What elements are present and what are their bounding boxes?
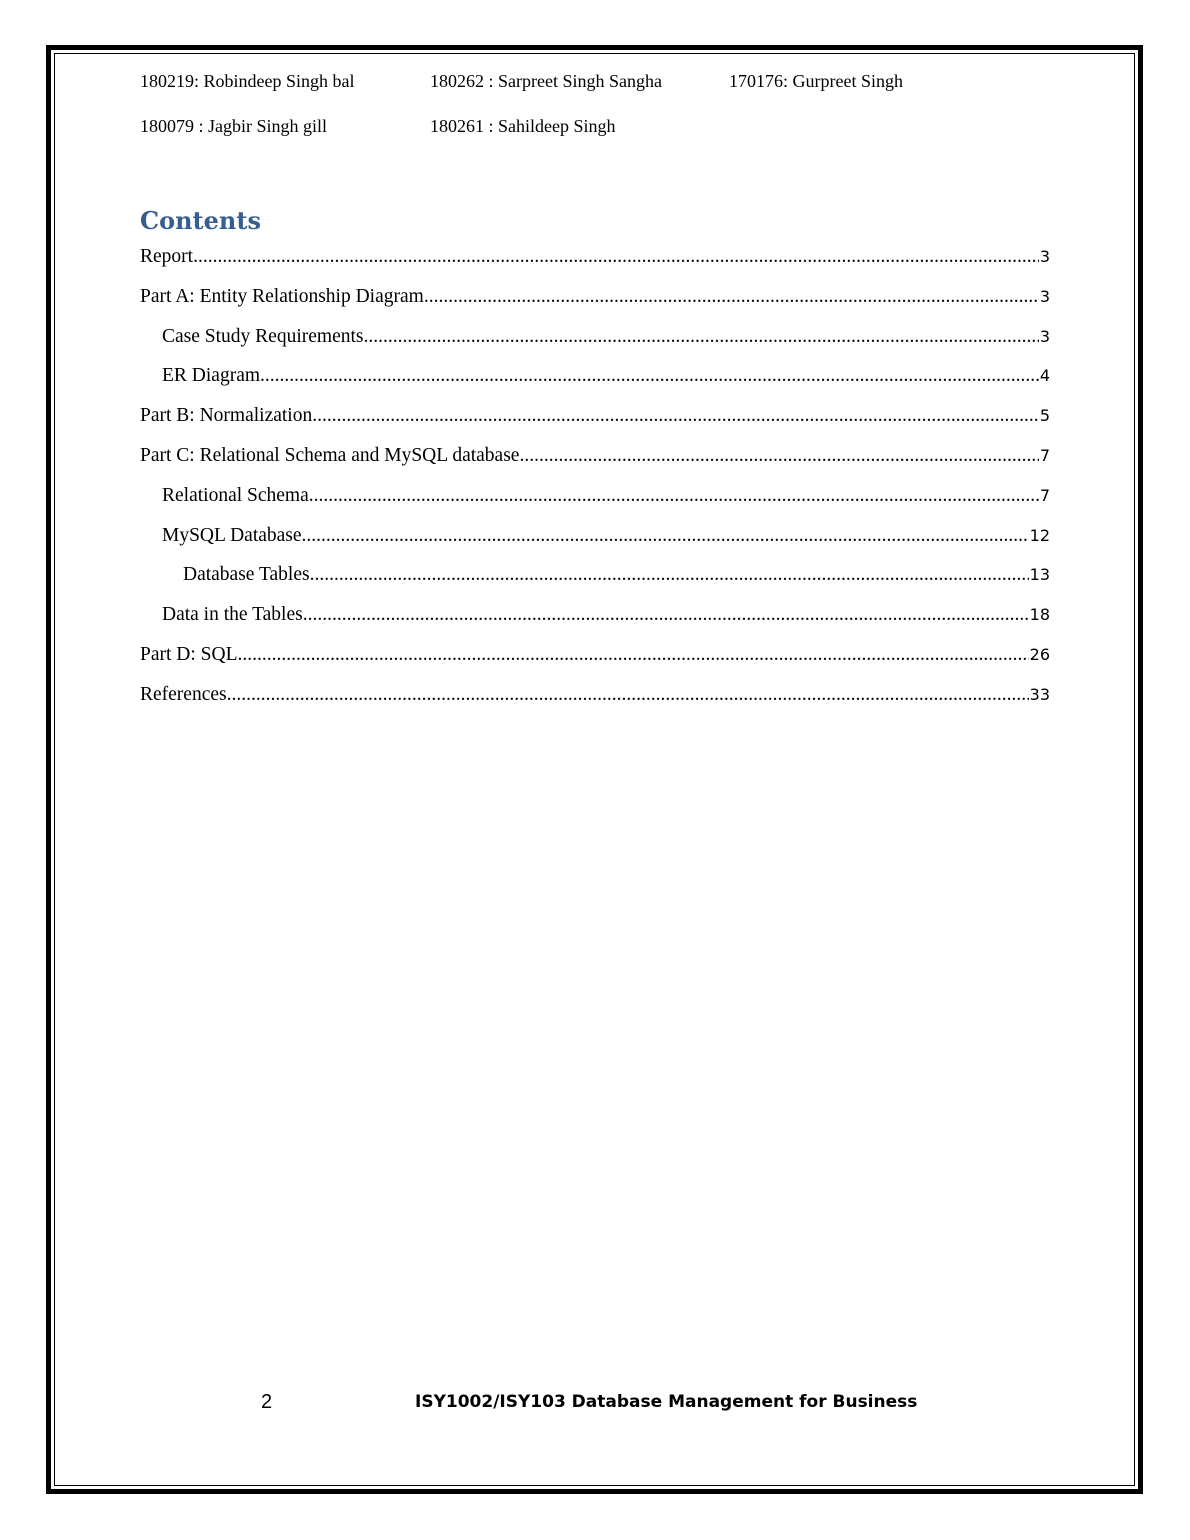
toc-entry-label: Part C: Relational Schema and MySQL database (140, 444, 520, 466)
toc-dot-leader (303, 598, 1029, 632)
toc-dot-leader (302, 519, 1029, 553)
footer-page-number: 2 (261, 1391, 273, 1413)
table-of-contents (140, 240, 1050, 718)
toc-entry-part-a[interactable] (140, 280, 1050, 320)
toc-page-number: 3 (1039, 286, 1050, 306)
toc-dot-leader (310, 558, 1029, 592)
author-4: 180079 : Jagbir Singh gill (140, 116, 328, 136)
toc-entry-references[interactable] (140, 678, 1050, 718)
toc-page-number: 3 (1039, 247, 1050, 266)
toc-entry-label: Database Tables (183, 564, 310, 586)
toc-dot-leader (363, 320, 1038, 354)
toc-entry-label: Part A: Entity Relationship Diagram (140, 285, 424, 307)
toc-dot-leader (519, 439, 1038, 473)
toc-dot-leader (260, 359, 1039, 393)
toc-page-number: 3 (1039, 326, 1050, 346)
toc-entry-relational-schema[interactable] (140, 479, 1050, 519)
toc-entry-label: Report (140, 246, 194, 267)
toc-page-number: 7 (1039, 445, 1050, 465)
toc-page-number: 13 (1029, 565, 1050, 585)
toc-entry-data-in-tables[interactable] (140, 598, 1050, 638)
toc-dot-leader (193, 240, 1039, 274)
author-1: 180219: Robindeep Singh bal (140, 71, 355, 91)
toc-entry-label: Case Study Requirements (162, 325, 364, 347)
toc-page-number: 12 (1029, 525, 1050, 545)
toc-dot-leader (424, 280, 1039, 314)
author-2: 180262 : Sarpreet Singh Sangha (430, 71, 662, 91)
toc-page-number: 26 (1029, 644, 1050, 664)
toc-entry-mysql-database[interactable] (140, 519, 1050, 559)
toc-entry-label: Part B: Normalization (140, 405, 313, 427)
toc-entry-label: Relational Schema (162, 484, 309, 506)
toc-entry-label: References (140, 683, 227, 705)
toc-entry-part-d[interactable] (140, 638, 1050, 678)
toc-page-number: 5 (1039, 406, 1050, 426)
toc-dot-leader (238, 638, 1029, 672)
toc-page-number: 18 (1029, 605, 1050, 625)
toc-entry-case-study-requirements[interactable] (140, 320, 1050, 360)
toc-entry-label: Part D: SQL (140, 643, 238, 665)
footer-course-title: ISY1002/ISY103 Database Management for Business (415, 1392, 918, 1412)
toc-page-number: 33 (1029, 684, 1050, 704)
toc-entry-label: ER Diagram (162, 365, 261, 387)
author-3: 170176: Gurpreet Singh (729, 71, 903, 91)
toc-entry-label: MySQL Database (162, 524, 302, 546)
author-5: 180261 : Sahildeep Singh (430, 116, 616, 136)
contents-heading: Contents (140, 206, 261, 235)
toc-page-number: 7 (1039, 485, 1050, 505)
toc-entry-label: Data in the Tables (162, 604, 303, 626)
toc-dot-leader (309, 479, 1039, 513)
toc-entry-part-c[interactable] (140, 439, 1050, 479)
toc-entry-report[interactable] (140, 240, 1050, 280)
toc-page-number: 4 (1039, 366, 1050, 386)
toc-dot-leader (227, 678, 1029, 712)
toc-entry-part-b[interactable] (140, 399, 1050, 439)
toc-entry-er-diagram[interactable] (140, 359, 1050, 399)
toc-dot-leader (312, 399, 1039, 433)
toc-entry-database-tables[interactable] (140, 558, 1050, 598)
